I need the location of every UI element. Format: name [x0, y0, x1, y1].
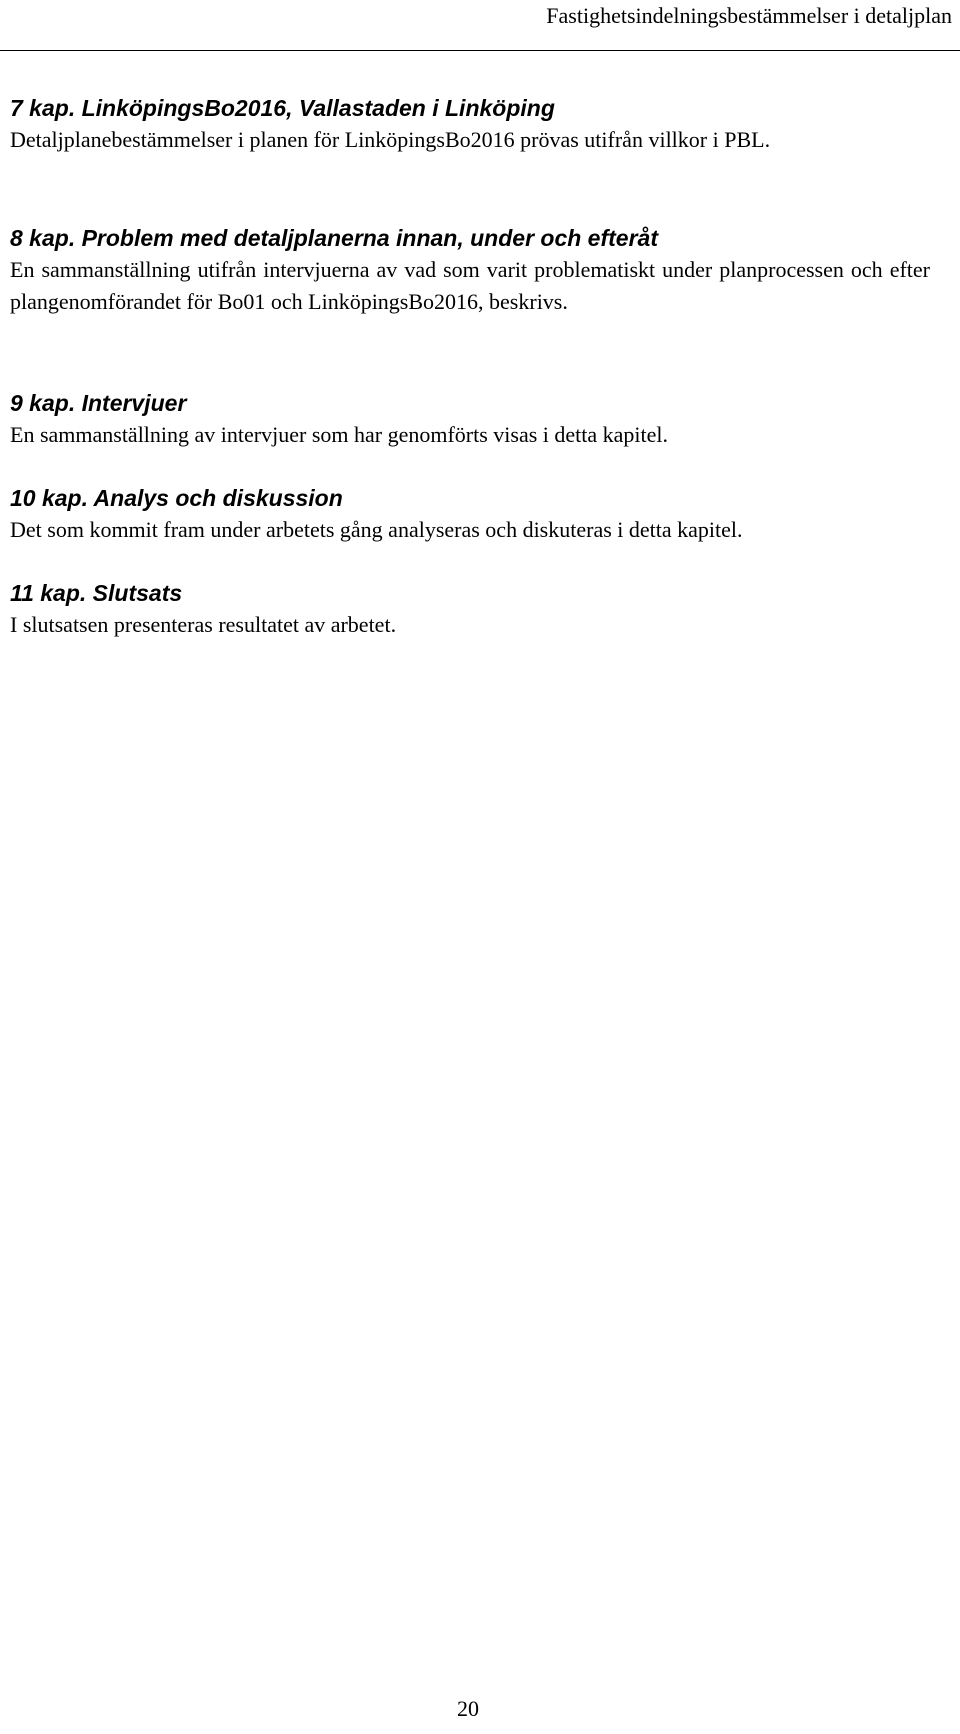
chapter-9-heading: 9 kap. Intervjuer	[10, 390, 187, 416]
chapter-7-section	[10, 92, 930, 156]
chapter-10-section	[10, 482, 930, 546]
chapter-8-text: En sammanställning utifrån intervjuerna av vad som varit problematiskt under planprocessen och efter plangenomförandet för Bo01 och LinköpingsBo2016, beskrivs.	[10, 257, 930, 314]
header-divider	[0, 50, 960, 51]
page-number: 20	[457, 1696, 479, 1721]
chapter-7-heading: 7 kap. LinköpingsBo2016, Vallastaden i Linköping	[10, 95, 555, 121]
running-header: Fastighetsindelningsbestämmelser i detaljplan	[546, 3, 952, 28]
chapter-11-heading: 11 kap. Slutsats	[10, 580, 183, 606]
chapter-11-text: I slutsatsen presenteras resultatet av arbetet.	[10, 612, 397, 637]
chapter-8-section	[10, 222, 930, 318]
chapter-8-heading: 8 kap. Problem med detaljplanerna innan, under och efteråt	[10, 225, 658, 251]
chapter-9-section	[10, 387, 930, 451]
chapter-10-text: Det som kommit fram under arbetets gång analyseras och diskuteras i detta kapitel.	[10, 517, 743, 542]
chapter-10-heading: 10 kap. Analys och diskussion	[10, 485, 343, 511]
chapter-9-text: En sammanställning av intervjuer som har genomförts visas i detta kapitel.	[10, 422, 669, 447]
chapter-7-text: Detaljplanebestämmelser i planen för LinköpingsBo2016 prövas utifrån villkor i PBL.	[10, 127, 771, 152]
chapter-11-section	[10, 577, 930, 641]
